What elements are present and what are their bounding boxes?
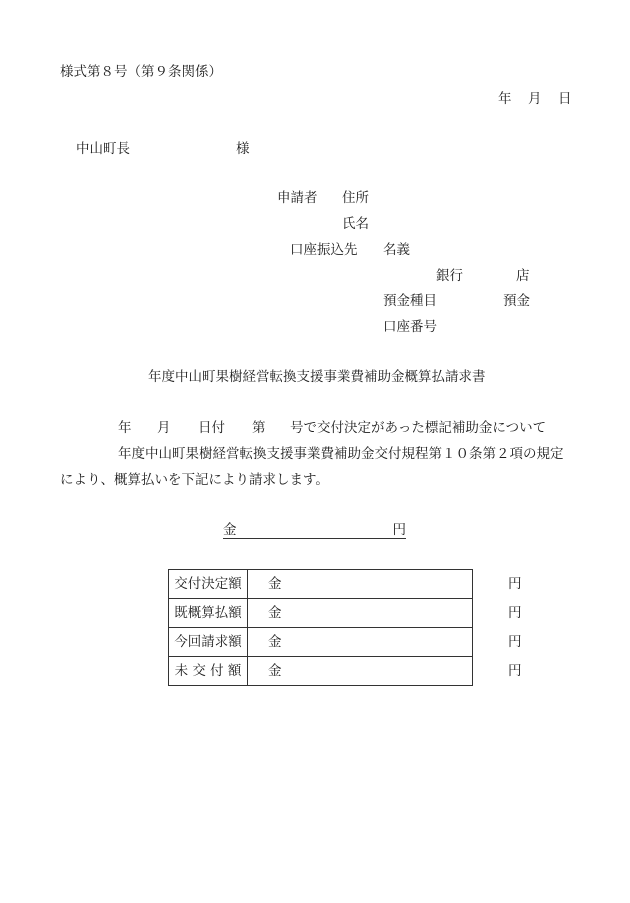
body-year: 年	[118, 420, 132, 436]
body-line1-rest: 号で交付決定があった標記補助金について	[290, 420, 547, 436]
bank-label: 銀行	[436, 268, 463, 284]
total-prefix: 金	[223, 522, 237, 538]
kin-label: 金	[268, 634, 282, 650]
bank-transfer-label: 口座振込先	[290, 242, 358, 258]
row-value	[248, 570, 522, 599]
table-row	[169, 599, 473, 628]
addressee-name: 中山町長	[76, 141, 130, 157]
account-type-label: 預金種目	[383, 293, 437, 309]
total-amount-line	[223, 522, 406, 539]
table-row	[169, 657, 473, 686]
name-label: 氏名	[342, 216, 369, 232]
row-value	[248, 599, 522, 628]
date-month-label: 月	[528, 91, 542, 107]
row-label: 既概算払額	[169, 599, 248, 628]
yen-label: 円	[508, 663, 522, 679]
table-row	[169, 628, 473, 657]
branch-label: 店	[516, 268, 530, 284]
yen-label: 円	[508, 605, 522, 621]
date-year-label: 年	[498, 91, 512, 107]
account-number-label: 口座番号	[383, 319, 437, 335]
row-label: 未 交 付 額	[169, 657, 248, 686]
body-month: 月	[157, 420, 171, 436]
total-suffix: 円	[392, 522, 406, 538]
body-day: 日付	[198, 420, 225, 436]
document-title: 年度中山町果樹経営転換支援事業費補助金概算払請求書	[148, 369, 486, 385]
applicant-label: 申請者	[277, 190, 318, 206]
row-value	[248, 628, 522, 657]
body-line2: 年度中山町果樹経営転換支援事業費補助金交付規程第１０条第２項の規定	[118, 446, 564, 462]
form-number: 様式第８号（第９条関係）	[60, 64, 222, 80]
body-line3: により、概算払いを下記により請求します。	[60, 472, 329, 488]
row-label: 交付決定額	[169, 570, 248, 599]
address-label: 住所	[342, 190, 369, 206]
kin-label: 金	[268, 576, 282, 592]
amounts-table	[168, 569, 522, 686]
body-dai: 第	[252, 420, 266, 436]
kin-label: 金	[268, 663, 282, 679]
deposit-label: 預金	[503, 293, 530, 309]
yen-label: 円	[508, 634, 522, 650]
row-value	[248, 657, 522, 686]
row-label: 今回請求額	[169, 628, 248, 657]
yen-label: 円	[508, 576, 522, 592]
table-row	[169, 570, 473, 599]
kin-label: 金	[268, 605, 282, 621]
addressee-honorific: 様	[236, 141, 250, 157]
account-holder-label: 名義	[383, 242, 410, 258]
date-day-label: 日	[558, 91, 572, 107]
